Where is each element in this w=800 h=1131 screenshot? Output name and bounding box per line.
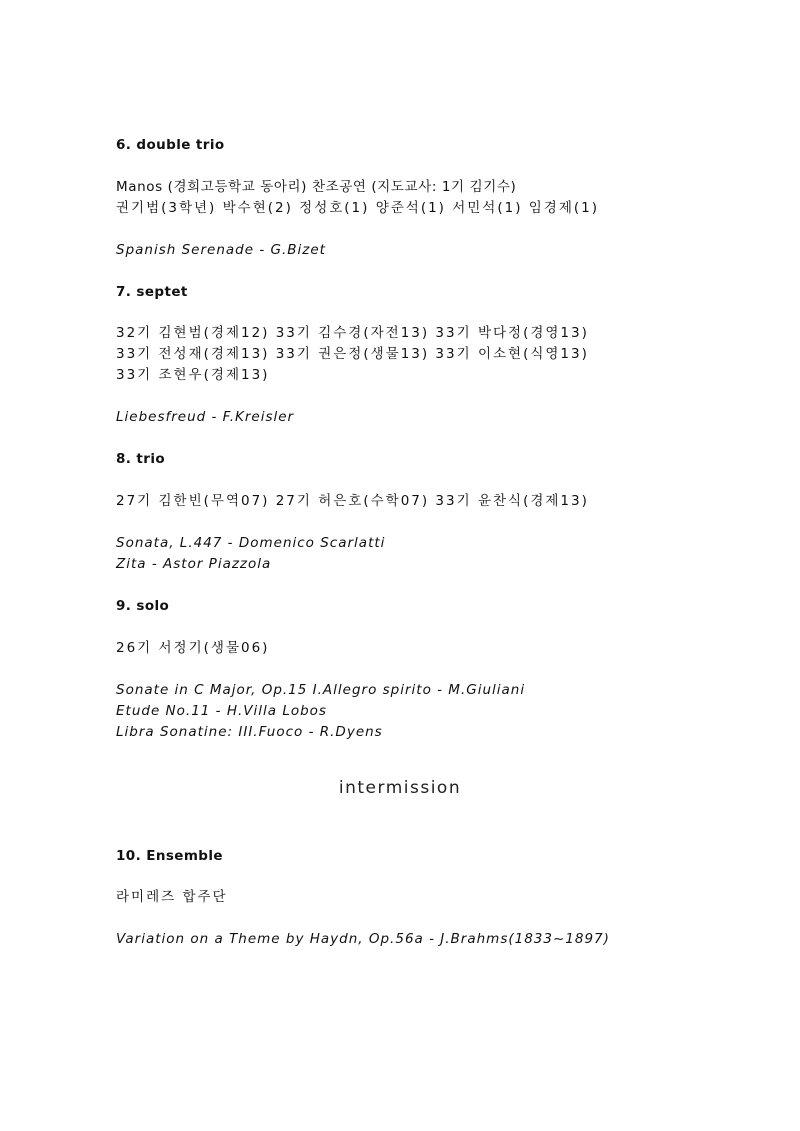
section-8-piece: Zita - Astor Piazzola bbox=[116, 556, 272, 572]
section-6-performers: 권기범(3학년) 박수현(2) 정성호(1) 양준석(1) 서민석(1) 임경제(1) bbox=[116, 200, 600, 216]
section-7-piece: Liebesfreud - F.Kreisler bbox=[116, 409, 295, 425]
section-7-performers-line: 33기 전성재(경제13) 33기 권은정(생물13) 33기 이소현(식영13) bbox=[116, 346, 589, 362]
section-6-description: Manos (경희고등학교 동아리) 찬조공연 (지도교사: 1기 김기수) bbox=[116, 179, 517, 195]
section-7-performers-line: 32기 김현범(경제12) 33기 김수경(자전13) 33기 박다정(경영13) bbox=[116, 325, 589, 341]
section-9-piece: Sonate in C Major, Op.15 I.Allegro spirito - M.Giuliani bbox=[116, 682, 526, 698]
section-6-piece: Spanish Serenade - G.Bizet bbox=[116, 242, 326, 258]
section-9-piece: Etude No.11 - H.Villa Lobos bbox=[116, 703, 327, 719]
section-10-heading: 10. Ensemble bbox=[116, 848, 223, 864]
section-9-piece: Libra Sonatine: III.Fuoco - R.Dyens bbox=[116, 724, 383, 740]
section-6-heading: 6. double trio bbox=[116, 137, 225, 153]
section-10-piece: Variation on a Theme by Haydn, Op.56a - J.Brahms(1833~1897) bbox=[116, 931, 610, 947]
section-9-heading: 9. solo bbox=[116, 598, 170, 614]
section-7-heading: 7. septet bbox=[116, 284, 188, 300]
section-9-performers: 26기 서정기(생물06) bbox=[116, 640, 270, 656]
intermission-label: intermission bbox=[338, 778, 462, 798]
section-8-performers: 27기 김한빈(무역07) 27기 허은호(수학07) 33기 윤찬식(경제13) bbox=[116, 493, 589, 509]
section-8-heading: 8. trio bbox=[116, 451, 166, 467]
section-8-piece: Sonata, L.447 - Domenico Scarlatti bbox=[116, 535, 386, 551]
section-10-performers: 라미레즈 합주단 bbox=[116, 889, 228, 905]
section-7-performers-line: 33기 조현우(경제13) bbox=[116, 367, 270, 383]
